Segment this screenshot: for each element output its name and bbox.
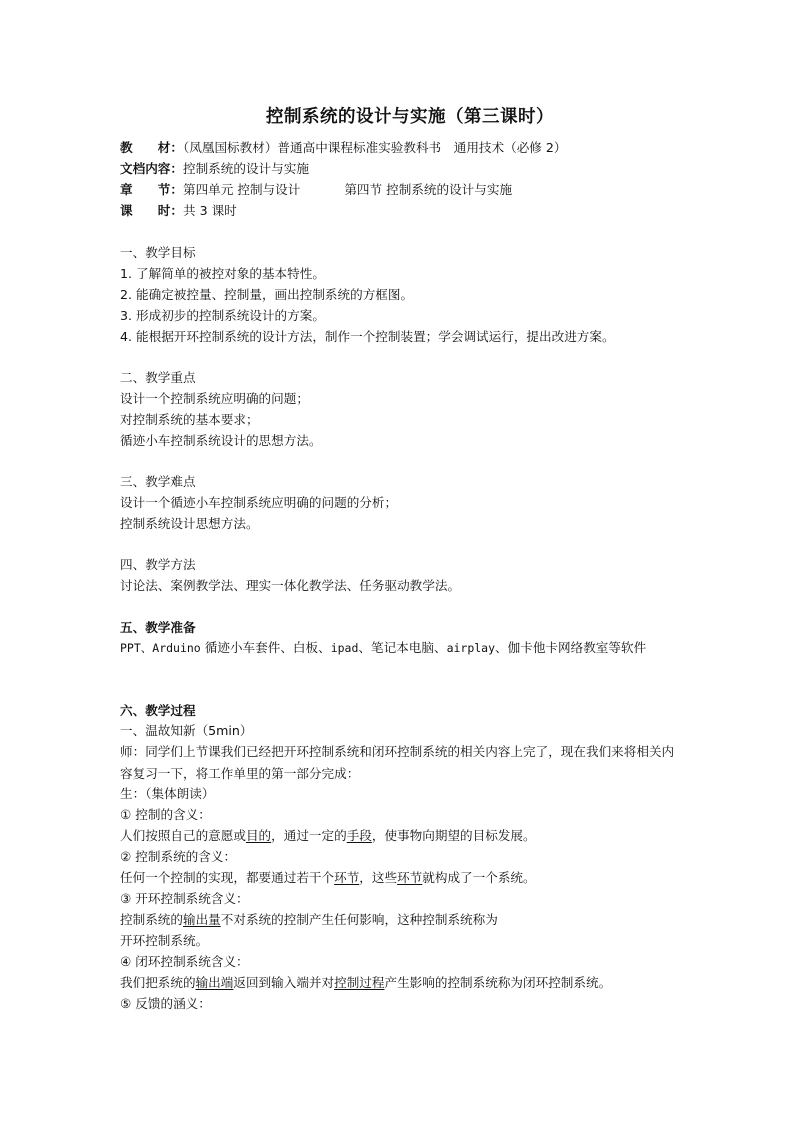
- prep-ipad: ipad: [330, 641, 359, 655]
- question-2: ② 控制系统的含义：: [120, 849, 237, 864]
- keypoints-heading: 二、教学重点: [120, 370, 196, 385]
- difficulty-item: 设计一个循迹小车控制系统应明确的问题的分析；: [120, 495, 398, 510]
- preparation-heading: 五、教学准备: [120, 620, 196, 635]
- content-label: 文档内容：: [120, 161, 183, 176]
- difficulty-item: 控制系统设计思想方法。: [120, 516, 259, 531]
- objective-item: 2. 能确定被控量、控制量，画出控制系统的方框图。: [120, 287, 414, 302]
- process-heading: 六、教学过程: [120, 703, 196, 718]
- objective-item: 1. 了解简单的被控对象的基本特性。: [120, 266, 325, 281]
- chapter-label: 章 节：: [120, 182, 183, 197]
- answer-1-keyword: 手段: [346, 828, 372, 843]
- preparation-text: [120, 637, 685, 660]
- answer-3-line-2: 开环控制系统。: [120, 933, 209, 948]
- answer-4-keyword: 控制过程: [334, 975, 385, 990]
- answer-4: [120, 972, 611, 993]
- answer-4-text: 产生影响的控制系统称为闭环控制系统。: [384, 975, 612, 990]
- answer-4-text: 我们把系统的: [120, 975, 196, 990]
- answer-2-text: ，这些: [359, 870, 398, 885]
- answer-2: [120, 867, 536, 888]
- prep-airplay: airplay: [446, 641, 496, 655]
- question-4: ④ 闭环控制系统含义：: [120, 954, 249, 969]
- methods-text: 讨论法、案例教学法、理实一体化教学法、任务驱动教学法。: [120, 578, 461, 593]
- textbook-label: 教 材：: [120, 140, 183, 155]
- answer-1-text: ，通过一定的: [271, 828, 347, 843]
- question-1: ① 控制的含义：: [120, 807, 211, 822]
- answer-4-text: 返回到输入端并对: [233, 975, 335, 990]
- answer-2-text: 任何一个控制的实现，都要通过若干个: [120, 870, 335, 885]
- student-text: 生：（集体朗读）: [120, 786, 215, 801]
- content-value: 控制系统的设计与实施: [182, 161, 309, 176]
- keypoint-item: 循迹小车控制系统设计的思想方法。: [120, 433, 322, 448]
- answer-3-text: 不对系统的控制产生任何影响，这种控制系统称为: [220, 912, 498, 927]
- chapter-value: 第四单元 控制与设计: [182, 182, 301, 197]
- hours-value: 共 3 课时: [182, 203, 237, 218]
- question-5: ⑤ 反馈的涵义：: [120, 996, 211, 1011]
- methods-heading: 四、教学方法: [120, 557, 196, 572]
- answer-2-text: 就构成了一个系统。: [422, 870, 536, 885]
- answer-1-keyword: 目的: [245, 828, 272, 843]
- meta-hours: [120, 200, 237, 221]
- answer-2-keyword: 环节: [397, 870, 423, 885]
- answer-4-keyword: 输出端: [195, 975, 234, 990]
- objectives-heading: 一、教学目标: [120, 245, 196, 260]
- difficulties-heading: 三、教学难点: [120, 474, 196, 489]
- keypoint-item: 设计一个控制系统应明确的问题；: [120, 391, 309, 406]
- meta-chapter: [120, 179, 512, 200]
- textbook-value: （凤凰国标教材）普通高中课程标准实验教科书 通用技术（必修 2）: [182, 140, 567, 155]
- prep-items-2: 、笔记本电脑、: [358, 640, 447, 655]
- hours-label: 课 时：: [120, 203, 183, 218]
- prep-ppt-arduino: PPT、Arduino: [120, 641, 201, 655]
- objective-item: 3. 形成初步的控制系统设计的方案。: [120, 308, 325, 323]
- answer-3-text: 控制系统的: [120, 912, 183, 927]
- answer-1-text: 人们按照自己的意愿或: [120, 828, 246, 843]
- teacher-text: 师：同学们上节课我们已经把开环控制系统和闭环控制系统的相关内容上完了，现在我们来将相关内容复习一下，将工作单里的第一部分完成：: [120, 744, 675, 781]
- prep-items-3: 、伽卡他卡网络教室等软件: [495, 640, 647, 655]
- section-value: 第四节 控制系统的设计与实施: [344, 182, 513, 197]
- question-3: ③ 开环控制系统含义：: [120, 891, 249, 906]
- keypoint-item: 对控制系统的基本要求；: [120, 412, 259, 427]
- answer-3-keyword: 输出量: [182, 912, 221, 927]
- answer-1: [120, 825, 536, 846]
- answer-2-keyword: 环节: [334, 870, 360, 885]
- prep-items-1: 循迹小车套件、白板、: [200, 640, 331, 655]
- answer-3: [120, 909, 498, 930]
- answer-1-text: ，使事物向期望的目标发展。: [371, 828, 536, 843]
- meta-content: [120, 158, 309, 179]
- meta-textbook: [120, 137, 567, 158]
- objective-item: 4. 能根据开环控制系统的设计方法，制作一个控制装置；学会调试运行，提出改进方案。: [120, 329, 615, 344]
- process-step-1: 一、温故知新（5min）: [120, 723, 253, 738]
- document-title: 控制系统的设计与实施（第三课时）: [266, 107, 554, 127]
